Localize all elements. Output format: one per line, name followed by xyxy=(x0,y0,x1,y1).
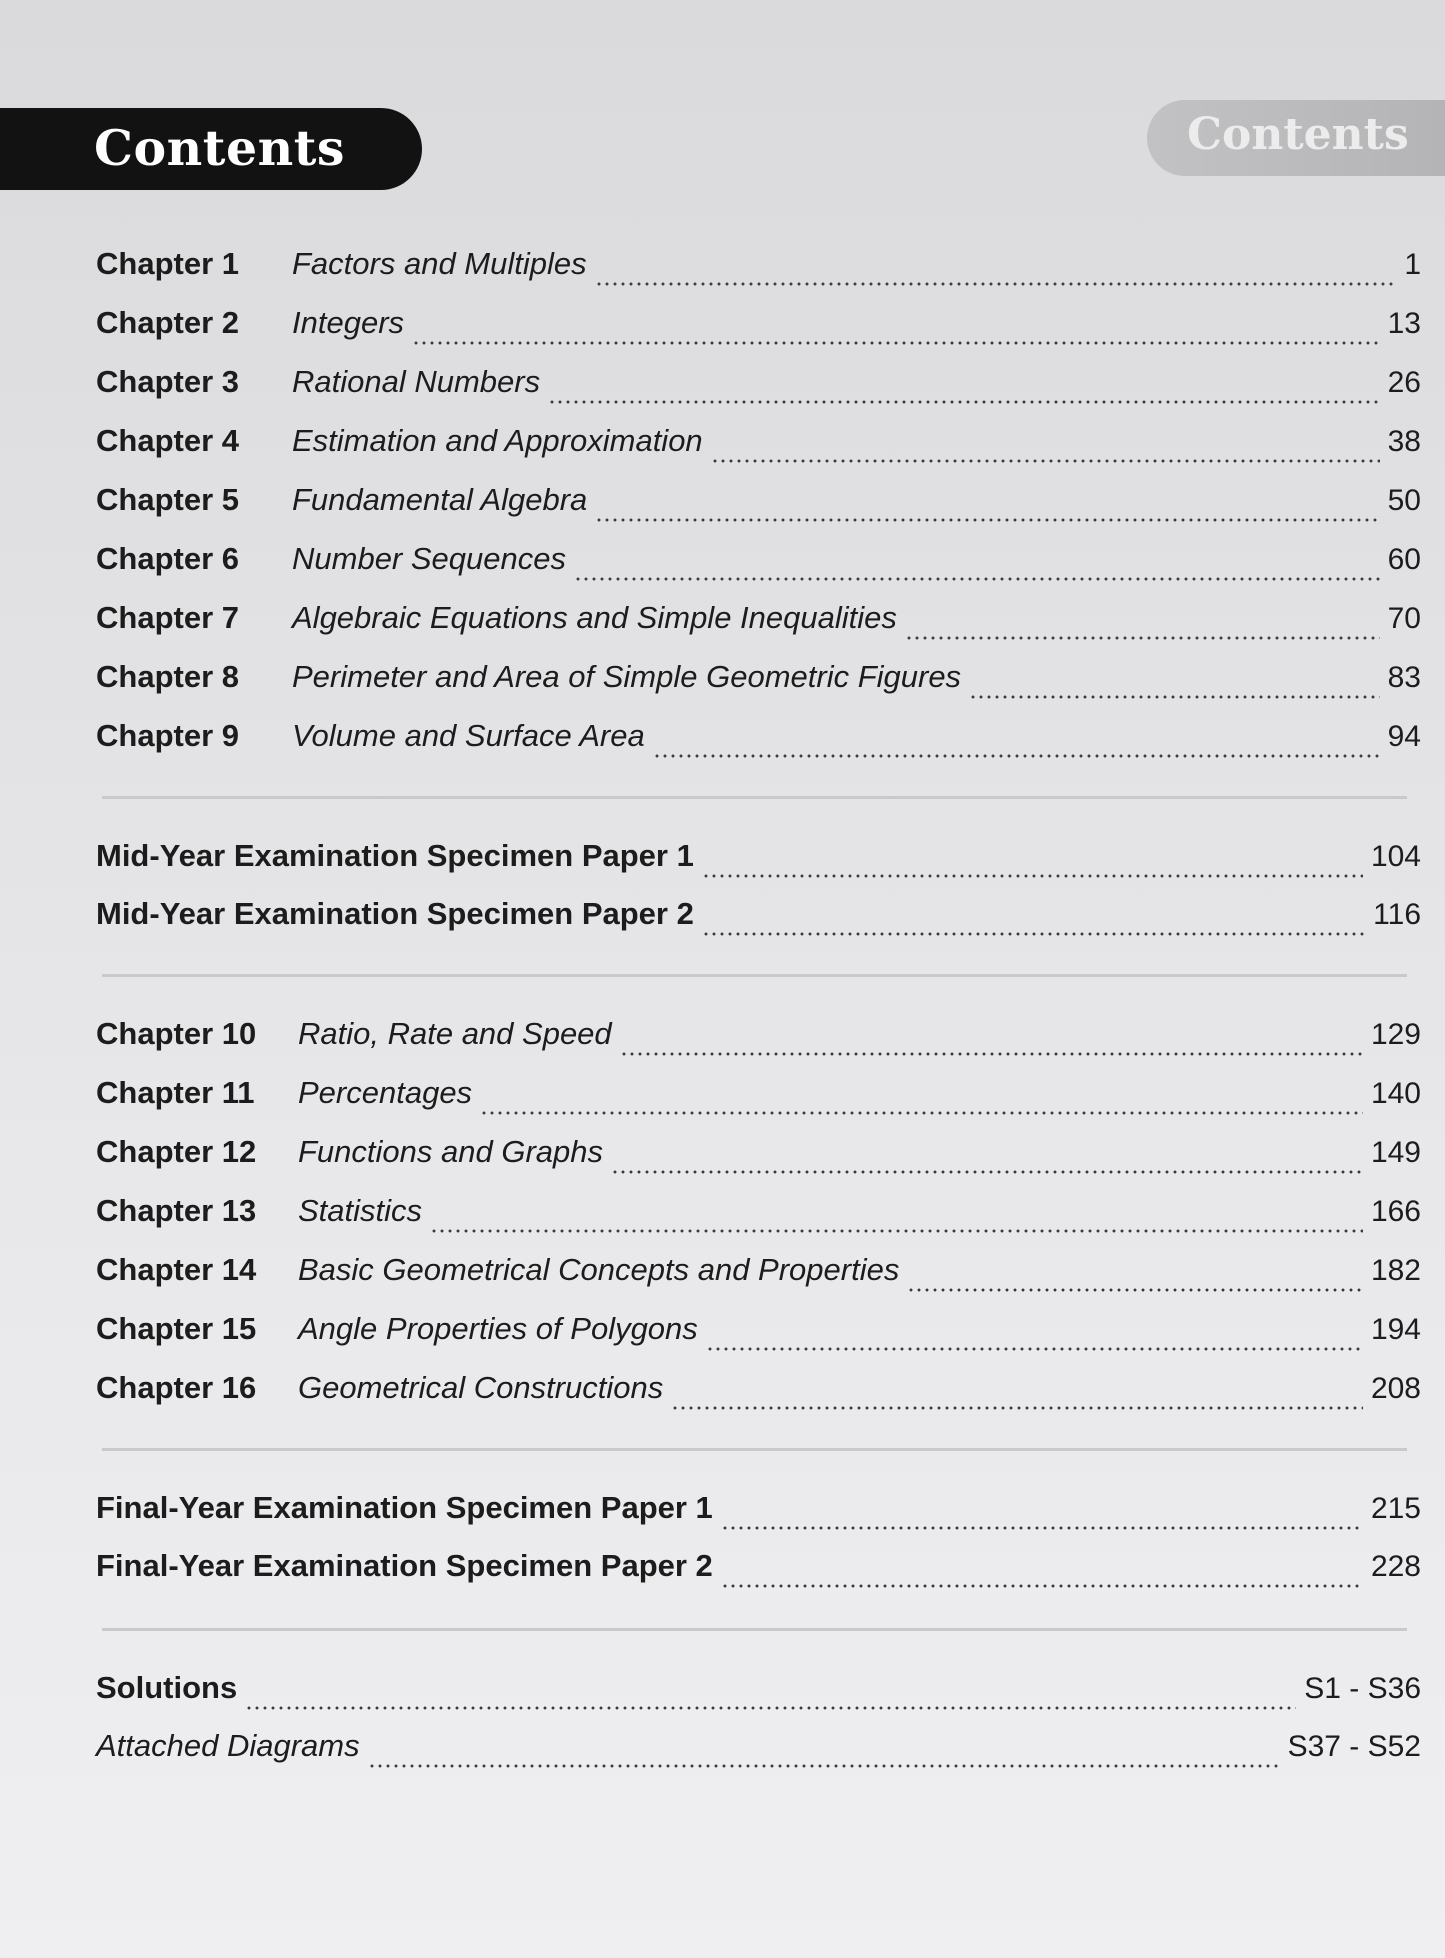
chapter-label: Chapter 11 xyxy=(96,1075,255,1110)
page-number: 50 xyxy=(1387,484,1421,517)
chapter-label: Chapter 10 xyxy=(96,1016,257,1051)
page-number: 104 xyxy=(1370,840,1421,873)
toc-entry-chapter-15[interactable] xyxy=(96,1311,1421,1361)
chapter-title: Angle Properties of Polygons xyxy=(298,1311,698,1346)
dot-leader xyxy=(595,282,1397,286)
toc-entry-finalyear-paper-1[interactable] xyxy=(96,1490,1421,1540)
toc-entry-chapter-1[interactable] xyxy=(96,246,1421,296)
toc-entry-chapter-12[interactable] xyxy=(96,1134,1421,1184)
chapter-title: Statistics xyxy=(298,1193,423,1228)
dot-leader xyxy=(905,636,1380,640)
toc-entry-chapter-14[interactable] xyxy=(96,1252,1421,1302)
page-number: 182 xyxy=(1370,1254,1421,1287)
page-number: 83 xyxy=(1387,661,1421,694)
chapter-title: Fundamental Algebra xyxy=(292,482,588,517)
page-number: 38 xyxy=(1387,425,1421,458)
page-number: 116 xyxy=(1373,898,1421,931)
chapter-title: Basic Geometrical Concepts and Properties xyxy=(298,1252,900,1287)
page-number: 166 xyxy=(1370,1195,1421,1228)
page-number: 215 xyxy=(1370,1492,1421,1525)
dot-leader xyxy=(412,341,1380,345)
corner-tab-label: Contents xyxy=(1187,109,1409,160)
section-divider xyxy=(102,796,1407,799)
chapter-label: Chapter 8 xyxy=(96,659,239,694)
corner-section-tab xyxy=(1147,100,1445,176)
toc-entry-chapter-2[interactable] xyxy=(96,305,1421,355)
toc-entry-chapter-11[interactable] xyxy=(96,1075,1421,1125)
page-number: 140 xyxy=(1370,1077,1421,1110)
dot-leader xyxy=(574,577,1380,581)
chapter-title: Estimation and Approximation xyxy=(292,423,703,458)
section-divider xyxy=(102,974,1407,977)
dot-leader xyxy=(548,400,1380,404)
dot-leader xyxy=(480,1111,1363,1115)
toc-entry-attached-diagrams[interactable] xyxy=(96,1728,1421,1778)
chapter-label: Chapter 13 xyxy=(96,1193,257,1228)
toc-entry-chapter-3[interactable] xyxy=(96,364,1421,414)
toc-entry-midyear-paper-2[interactable] xyxy=(96,896,1421,946)
section-divider xyxy=(102,1448,1407,1451)
chapter-label: Chapter 16 xyxy=(96,1370,257,1405)
solutions-label: Solutions xyxy=(96,1670,238,1705)
dot-leader xyxy=(721,1526,1363,1530)
dot-leader xyxy=(620,1052,1363,1056)
dot-leader xyxy=(702,932,1365,936)
chapter-title: Functions and Graphs xyxy=(298,1134,604,1169)
toc-entry-chapter-9[interactable] xyxy=(96,718,1421,768)
page-number: 129 xyxy=(1370,1018,1421,1051)
chapter-label: Chapter 5 xyxy=(96,482,239,517)
dot-leader xyxy=(706,1347,1363,1351)
section-divider xyxy=(102,1628,1407,1631)
toc-entry-midyear-paper-1[interactable] xyxy=(96,838,1421,888)
toc-entry-chapter-7[interactable] xyxy=(96,600,1421,650)
chapter-title: Perimeter and Area of Simple Geometric Figures xyxy=(292,659,962,694)
chapter-label: Chapter 15 xyxy=(96,1311,257,1346)
chapter-title: Geometrical Constructions xyxy=(298,1370,664,1405)
dot-leader xyxy=(430,1229,1363,1233)
page-number: 70 xyxy=(1387,602,1421,635)
paper-label: Mid-Year Examination Specimen Paper 1 xyxy=(96,838,694,873)
page-number: 60 xyxy=(1387,543,1421,576)
paper-label: Final-Year Examination Specimen Paper 1 xyxy=(96,1490,713,1525)
toc-entry-chapter-10[interactable] xyxy=(96,1016,1421,1066)
page-range: S37 - S52 xyxy=(1287,1730,1421,1763)
dot-leader xyxy=(671,1406,1363,1410)
dot-leader xyxy=(969,695,1380,699)
chapter-title: Volume and Surface Area xyxy=(292,718,645,753)
chapter-title: Percentages xyxy=(298,1075,473,1110)
page-number: 228 xyxy=(1370,1550,1421,1583)
toc-entry-chapter-8[interactable] xyxy=(96,659,1421,709)
page-number: 208 xyxy=(1370,1372,1421,1405)
dot-leader xyxy=(702,874,1363,878)
toc-entry-solutions[interactable] xyxy=(96,1670,1421,1720)
chapter-label: Chapter 6 xyxy=(96,541,239,576)
page-range: S1 - S36 xyxy=(1304,1672,1421,1705)
toc-entry-chapter-16[interactable] xyxy=(96,1370,1421,1420)
chapter-label: Chapter 9 xyxy=(96,718,239,753)
paper-label: Final-Year Examination Specimen Paper 2 xyxy=(96,1548,713,1583)
dot-leader xyxy=(611,1170,1363,1174)
dot-leader xyxy=(653,754,1380,758)
toc-entry-chapter-5[interactable] xyxy=(96,482,1421,532)
chapter-title: Integers xyxy=(292,305,405,340)
dot-leader xyxy=(245,1706,1296,1710)
dot-leader xyxy=(711,459,1380,463)
dot-leader xyxy=(595,518,1379,522)
page-number: 13 xyxy=(1387,307,1421,340)
attached-diagrams-label: Attached Diagrams xyxy=(96,1728,360,1763)
page-number: 1 xyxy=(1404,248,1421,281)
chapter-label: Chapter 7 xyxy=(96,600,239,635)
page-number: 94 xyxy=(1387,720,1421,753)
toc-entry-chapter-4[interactable] xyxy=(96,423,1421,473)
chapter-title: Algebraic Equations and Simple Inequalities xyxy=(292,600,897,635)
dot-leader xyxy=(721,1584,1363,1588)
page-number: 194 xyxy=(1370,1313,1421,1346)
dot-leader xyxy=(368,1764,1280,1768)
page-number: 149 xyxy=(1370,1136,1421,1169)
chapter-label: Chapter 3 xyxy=(96,364,239,399)
page-number: 26 xyxy=(1387,366,1421,399)
dot-leader xyxy=(907,1288,1363,1292)
chapter-label: Chapter 14 xyxy=(96,1252,257,1287)
chapter-title: Factors and Multiples xyxy=(292,246,587,281)
paper-label: Mid-Year Examination Specimen Paper 2 xyxy=(96,896,694,931)
chapter-label: Chapter 4 xyxy=(96,423,239,458)
chapter-label: Chapter 12 xyxy=(96,1134,257,1169)
toc-entry-chapter-6[interactable] xyxy=(96,541,1421,591)
chapter-title: Number Sequences xyxy=(292,541,566,576)
page-title: Contents xyxy=(94,119,345,177)
chapter-title: Rational Numbers xyxy=(292,364,541,399)
toc-entry-finalyear-paper-2[interactable] xyxy=(96,1548,1421,1598)
contents-header-tab xyxy=(0,108,422,190)
toc-entry-chapter-13[interactable] xyxy=(96,1193,1421,1243)
chapter-label: Chapter 2 xyxy=(96,305,239,340)
chapter-title: Ratio, Rate and Speed xyxy=(298,1016,612,1051)
chapter-label: Chapter 1 xyxy=(96,246,239,281)
